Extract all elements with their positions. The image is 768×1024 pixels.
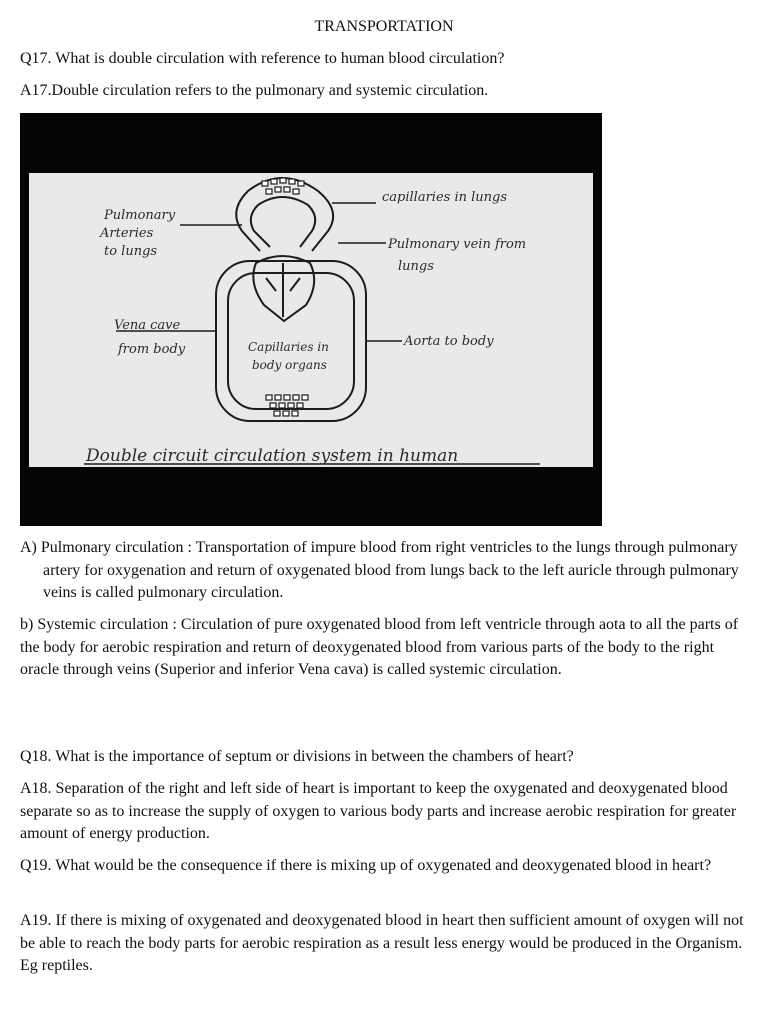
question-19: Q19. What would be the consequence if there is mixing up of oxygenated and deoxygenated blood in heart? — [20, 857, 712, 874]
label-aorta: Aorta to body — [404, 334, 494, 349]
diagram-drawing — [20, 113, 602, 526]
label-capillaries-body: Capillaries in body organs — [248, 340, 329, 372]
double-circulation-diagram — [20, 113, 602, 526]
label-pulmonary-vein: Pulmonary vein from lungs — [388, 237, 527, 274]
paragraph-pulmonary-circulation: A) Pulmonary circulation : Transportation of impure blood from right ventricles to the lungs through pulmonary artery for oxygenation and return of oxygenated blood from lungs back to the left auricle through pulmonary veins is called pulmonary circulation. — [20, 539, 739, 601]
answer-17: A17.Double circulation refers to the pulmonary and systemic circulation. — [20, 82, 489, 99]
label-vena-cava: Vena cave from body — [114, 318, 186, 357]
page-title: TRANSPORTATION — [314, 18, 454, 35]
answer-18: A18. Separation of the right and left side of heart is important to keep the oxygenated and deoxygenated blood separate so as to increase the supply of oxygen to various body parts and increase aerobic respiration for greater amount of energy production. — [20, 780, 737, 842]
question-17: Q17. What is double circulation with reference to human blood circulation? — [20, 50, 505, 67]
diagram-caption: Double circuit circulation system in human — [86, 446, 459, 466]
label-capillaries-lungs: capillaries in lungs — [382, 190, 508, 205]
paragraph-systemic-circulation: b) Systemic circulation : Circulation of pure oxygenated blood from left ventricle through aota to all the parts of the body for aerobic respiration and return of deoxygenated blood from various parts of the body to the right oracle through veins (Superior and inferior Vena cava) is called systemic circulation. — [20, 616, 739, 678]
question-18: Q18. What is the importance of septum or divisions in between the chambers of heart? — [20, 748, 574, 765]
answer-19: A19. If there is mixing of oxygenated and deoxygenated blood in heart then sufficient amount of oxygen will not be able to reach the body parts for aerobic respiration as a result less energy would be produced in the Organism. Eg reptiles. — [20, 912, 744, 974]
label-pulmonary-arteries: Pulmonary Arteries to lungs — [100, 208, 176, 259]
